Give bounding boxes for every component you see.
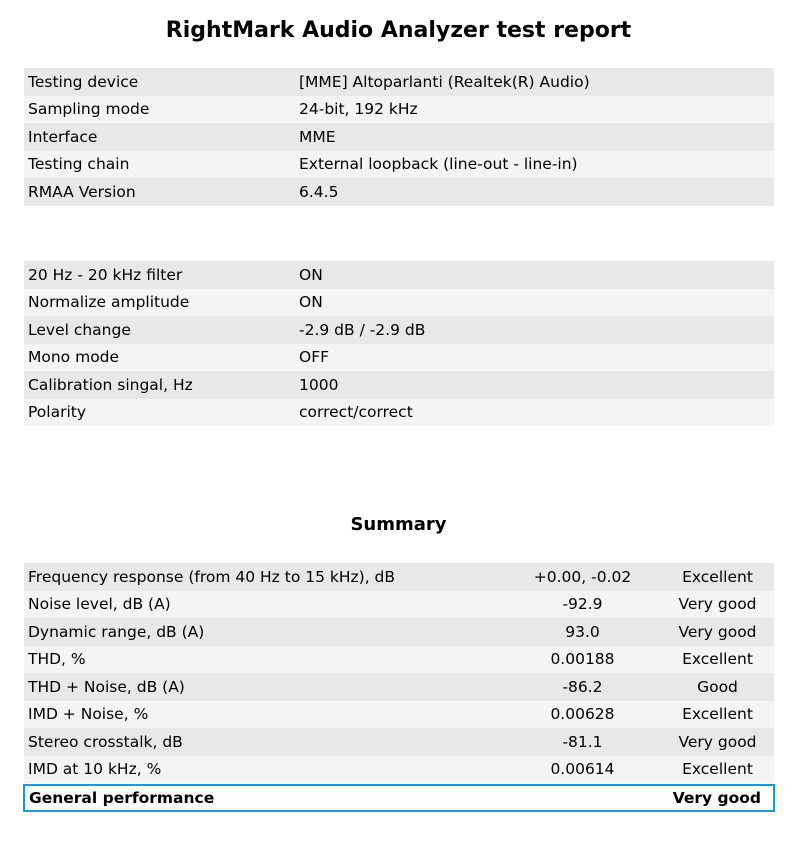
table-row [24, 728, 774, 756]
setting-value: -2.9 dB / -2.9 dB [295, 316, 774, 344]
general-performance-label: General performance [29, 789, 215, 807]
summary-value: -81.1 [504, 728, 661, 756]
setting-value: ON [295, 289, 774, 317]
table-row [24, 756, 774, 784]
table-row [24, 701, 774, 729]
summary-param: Stereo crosstalk, dB [24, 728, 504, 756]
summary-param: IMD + Noise, % [24, 701, 504, 729]
setting-label: Mono mode [24, 344, 295, 372]
summary-table [24, 563, 774, 783]
summary-param: Dynamic range, dB (A) [24, 618, 504, 646]
info-label: Testing chain [24, 151, 295, 179]
summary-rating: Excellent [661, 563, 774, 591]
summary-value: 93.0 [504, 618, 661, 646]
general-performance-rating: Very good [672, 789, 761, 807]
table-row [24, 563, 774, 591]
table-row [24, 399, 774, 427]
info-label: Sampling mode [24, 96, 295, 124]
setting-value: ON [295, 261, 774, 289]
info-label: Interface [24, 123, 295, 151]
summary-value: -92.9 [504, 591, 661, 619]
table-row [24, 178, 774, 206]
table-row [24, 96, 774, 124]
table-row [24, 151, 774, 179]
summary-rating: Excellent [661, 701, 774, 729]
report-title: RightMark Audio Analyzer test report [165, 18, 632, 43]
summary-value: 0.00614 [504, 756, 661, 784]
info-value: 6.4.5 [295, 178, 774, 206]
summary-value: 0.00628 [504, 701, 661, 729]
info-value: MME [295, 123, 774, 151]
summary-param: THD + Noise, dB (A) [24, 673, 504, 701]
setting-label: Calibration singal, Hz [24, 371, 295, 399]
table-row [24, 371, 774, 399]
summary-param: Noise level, dB (A) [24, 591, 504, 619]
settings-table [24, 261, 774, 426]
summary-heading: Summary [350, 514, 447, 535]
setting-label: 20 Hz - 20 kHz filter [24, 261, 295, 289]
setting-label: Polarity [24, 399, 295, 427]
setting-label: Level change [24, 316, 295, 344]
summary-rating: Very good [661, 618, 774, 646]
table-row [24, 618, 774, 646]
setting-label: Normalize amplitude [24, 289, 295, 317]
summary-param: Frequency response (from 40 Hz to 15 kHz), dB [24, 563, 504, 591]
info-label: Testing device [24, 68, 295, 96]
info-value: [MME] Altoparlanti (Realtek(R) Audio) [295, 68, 774, 96]
device-info-table [24, 68, 774, 206]
info-label: RMAA Version [24, 178, 295, 206]
table-row [24, 344, 774, 372]
table-row [24, 646, 774, 674]
setting-value: 1000 [295, 371, 774, 399]
summary-rating: Excellent [661, 646, 774, 674]
table-row [24, 673, 774, 701]
summary-value: +0.00, -0.02 [504, 563, 661, 591]
info-value: External loopback (line-out - line-in) [295, 151, 774, 179]
setting-value: OFF [295, 344, 774, 372]
summary-value: -86.2 [504, 673, 661, 701]
general-performance-row [23, 784, 775, 812]
summary-param: IMD at 10 kHz, % [24, 756, 504, 784]
table-row [24, 591, 774, 619]
summary-value: 0.00188 [504, 646, 661, 674]
summary-rating: Very good [661, 728, 774, 756]
summary-rating: Excellent [661, 756, 774, 784]
table-row [24, 123, 774, 151]
table-row [24, 261, 774, 289]
summary-rating: Good [661, 673, 774, 701]
table-row [24, 316, 774, 344]
setting-value: correct/correct [295, 399, 774, 427]
summary-rating: Very good [661, 591, 774, 619]
table-row [24, 68, 774, 96]
info-value: 24-bit, 192 kHz [295, 96, 774, 124]
summary-param: THD, % [24, 646, 504, 674]
table-row [24, 289, 774, 317]
